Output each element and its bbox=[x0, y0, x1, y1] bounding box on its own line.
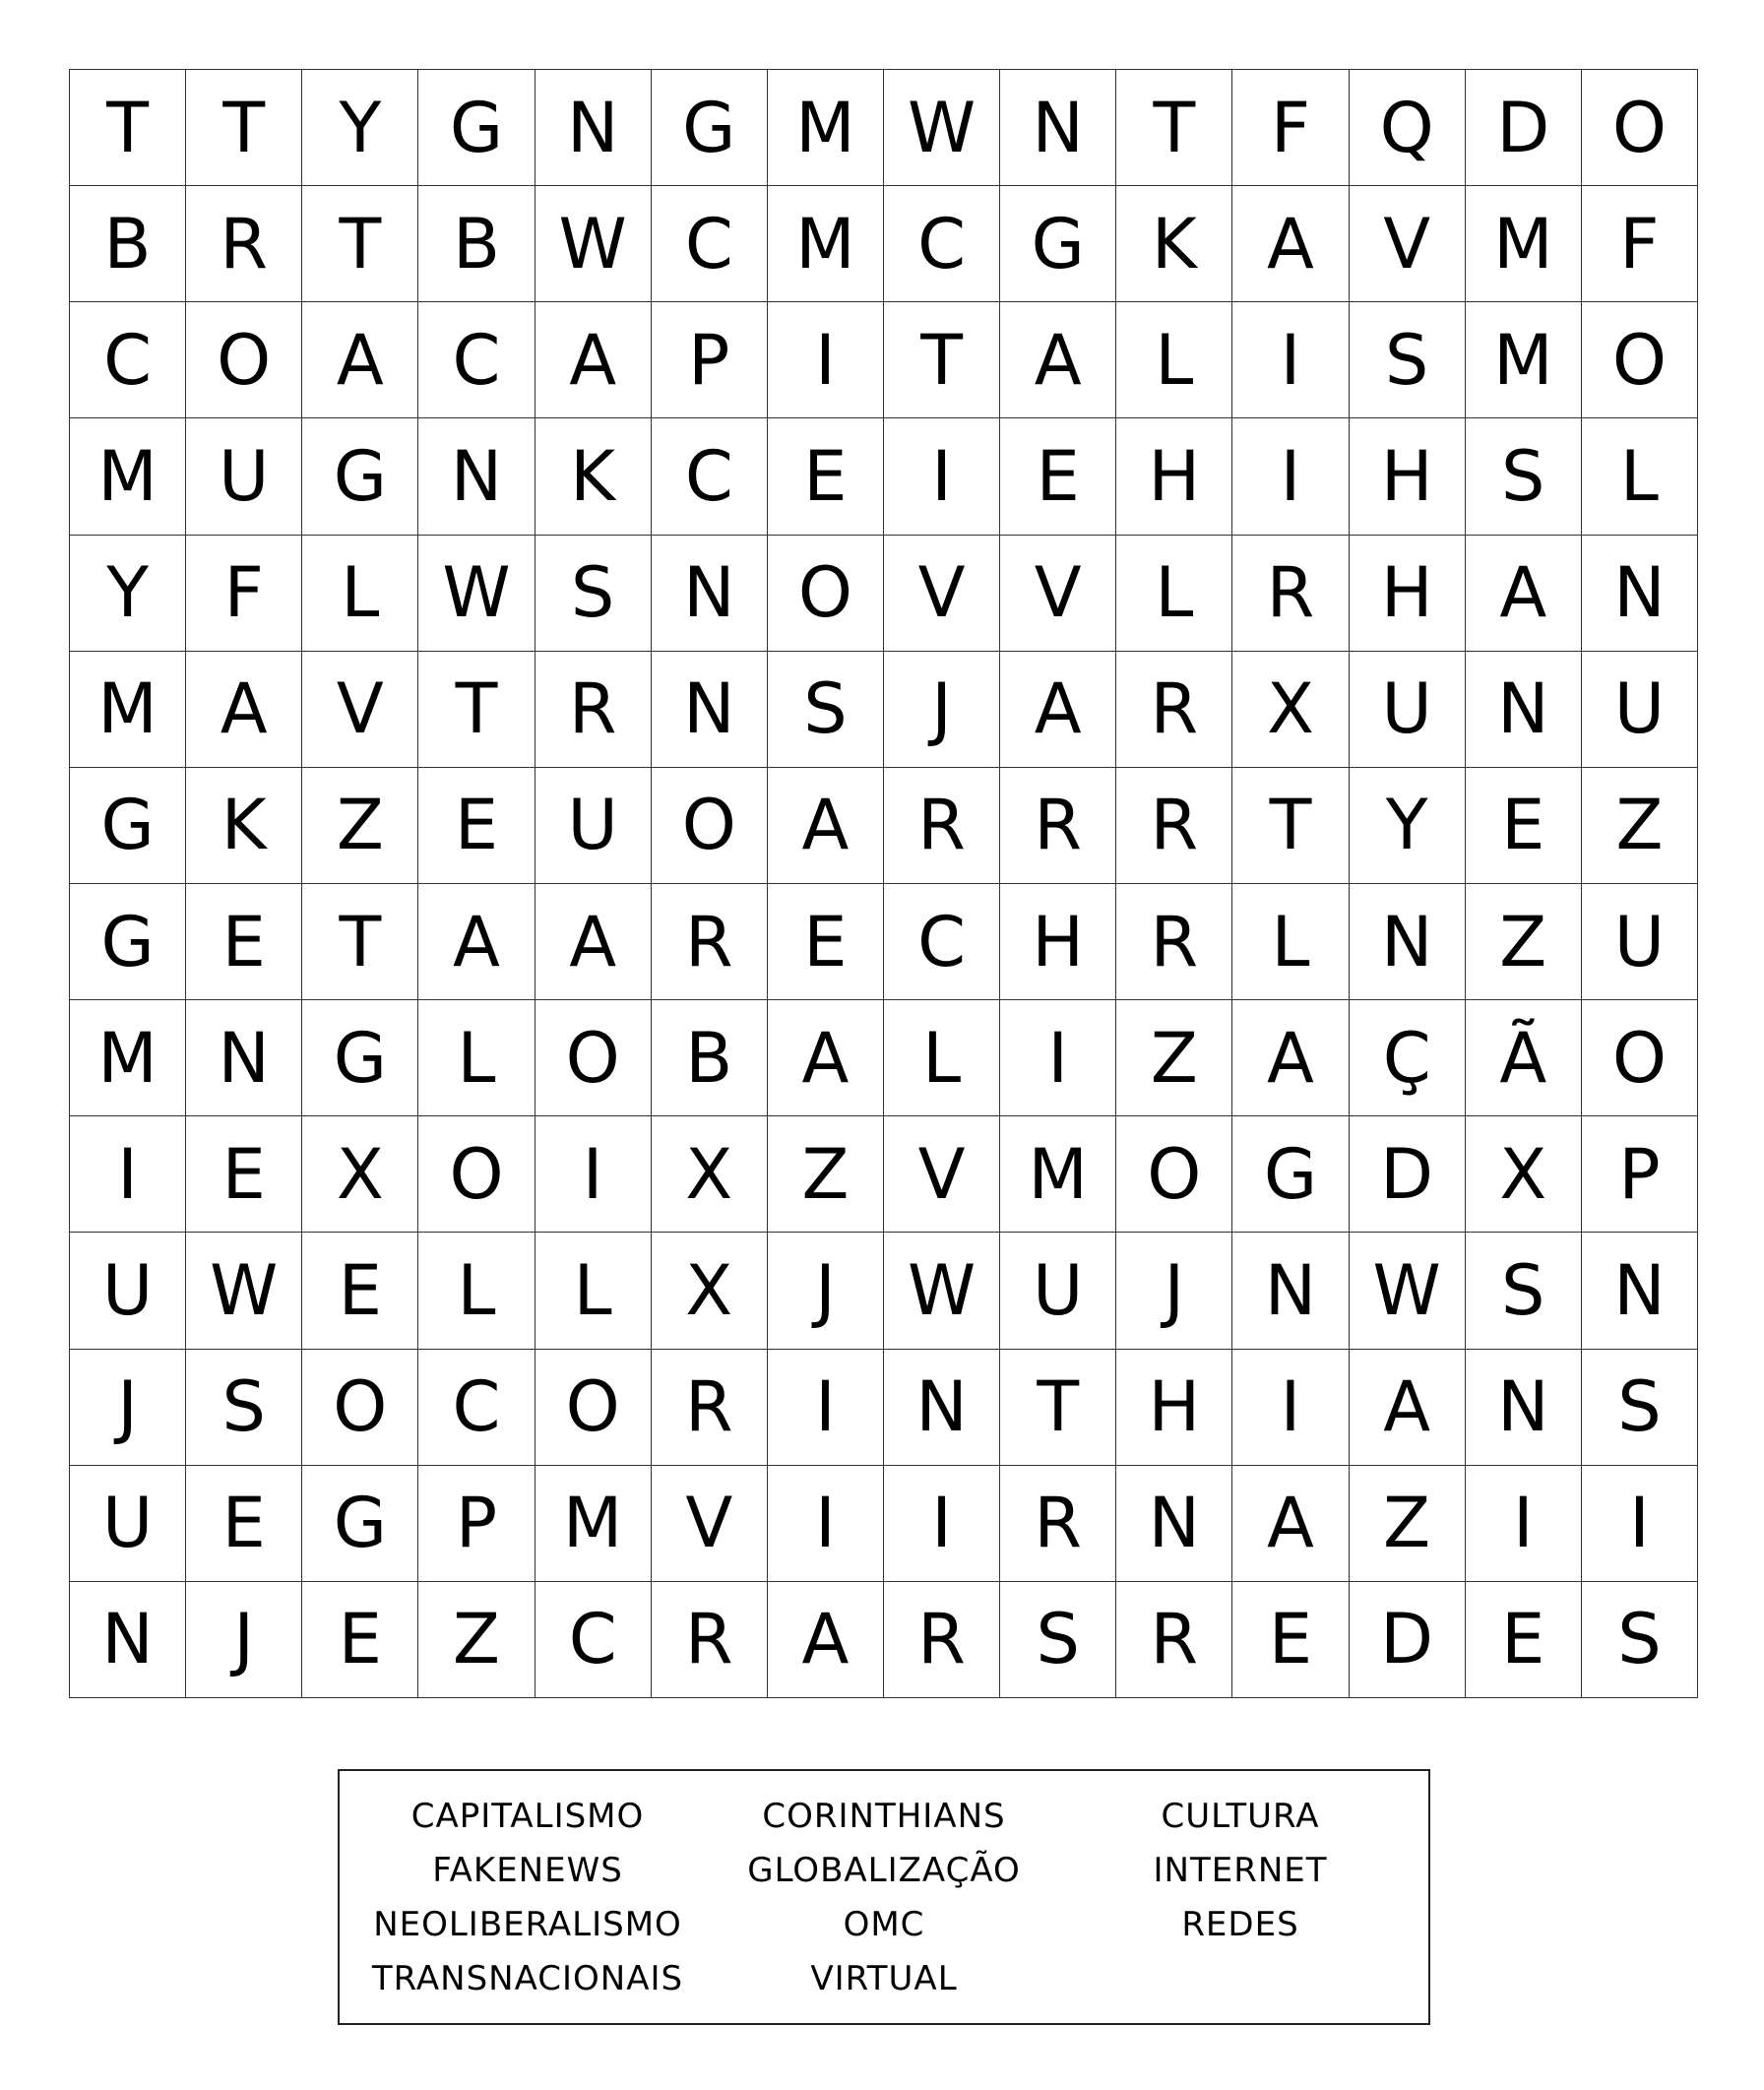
grid-cell[interactable]: E bbox=[1000, 418, 1116, 535]
grid-cell[interactable]: N bbox=[1582, 1233, 1698, 1349]
grid-cell[interactable]: H bbox=[1350, 536, 1466, 652]
grid-cell[interactable]: I bbox=[884, 1466, 1000, 1582]
word-bank-item: CULTURA bbox=[1161, 1796, 1320, 1836]
grid-cell[interactable]: R bbox=[1116, 1582, 1232, 1698]
grid-cell[interactable]: Y bbox=[70, 536, 186, 652]
grid-cell[interactable]: R bbox=[1000, 1466, 1116, 1582]
grid-cell[interactable]: I bbox=[1232, 302, 1349, 418]
grid-cell[interactable]: A bbox=[536, 884, 652, 1000]
grid-cell[interactable]: E bbox=[1466, 1582, 1582, 1698]
grid-cell[interactable]: L bbox=[884, 1000, 1000, 1116]
grid-cell[interactable]: Y bbox=[302, 70, 418, 186]
grid-cell[interactable]: U bbox=[536, 768, 652, 884]
grid-cell[interactable]: L bbox=[302, 536, 418, 652]
grid-cell[interactable]: A bbox=[1000, 302, 1116, 418]
word-bank-item: INTERNET bbox=[1153, 1850, 1328, 1890]
grid-cell[interactable]: H bbox=[1116, 1350, 1232, 1466]
grid-cell[interactable]: S bbox=[1466, 1233, 1582, 1349]
grid-cell[interactable]: X bbox=[652, 1233, 768, 1349]
grid-cell[interactable]: E bbox=[1466, 768, 1582, 884]
grid-cell[interactable]: T bbox=[302, 884, 418, 1000]
grid-cell[interactable]: O bbox=[1582, 1000, 1698, 1116]
grid-cell[interactable]: N bbox=[418, 418, 535, 535]
grid-cell[interactable]: W bbox=[186, 1233, 302, 1349]
grid-cell[interactable]: K bbox=[186, 768, 302, 884]
grid-cell[interactable]: J bbox=[884, 652, 1000, 768]
grid-cell[interactable]: A bbox=[1232, 186, 1349, 302]
grid-cell[interactable]: H bbox=[1000, 884, 1116, 1000]
grid-cell[interactable]: E bbox=[186, 1466, 302, 1582]
grid-cell[interactable]: J bbox=[1116, 1233, 1232, 1349]
grid-cell[interactable]: V bbox=[884, 536, 1000, 652]
grid-cell[interactable]: R bbox=[1232, 536, 1349, 652]
grid-cell[interactable]: L bbox=[1116, 302, 1232, 418]
grid-cell[interactable]: G bbox=[302, 1000, 418, 1116]
grid-cell[interactable]: A bbox=[1232, 1466, 1349, 1582]
grid-cell[interactable]: T bbox=[418, 652, 535, 768]
grid-cell[interactable]: N bbox=[536, 70, 652, 186]
grid-cell[interactable]: M bbox=[70, 418, 186, 535]
grid-cell[interactable]: N bbox=[1582, 536, 1698, 652]
grid-cell[interactable]: R bbox=[1116, 884, 1232, 1000]
grid-cell[interactable]: W bbox=[536, 186, 652, 302]
grid-cell[interactable]: C bbox=[536, 1582, 652, 1698]
grid-cell[interactable]: R bbox=[652, 1350, 768, 1466]
grid-cell[interactable]: N bbox=[1000, 70, 1116, 186]
grid-cell[interactable]: P bbox=[652, 302, 768, 418]
grid-cell[interactable]: B bbox=[70, 186, 186, 302]
grid-cell[interactable]: O bbox=[652, 768, 768, 884]
grid-cell[interactable]: F bbox=[186, 536, 302, 652]
grid-cell[interactable]: T bbox=[1232, 768, 1349, 884]
grid-cell[interactable]: E bbox=[302, 1582, 418, 1698]
word-bank-item: OMC bbox=[843, 1904, 925, 1944]
grid-cell[interactable]: T bbox=[1116, 70, 1232, 186]
grid-cell[interactable]: H bbox=[1350, 418, 1466, 535]
grid-cell[interactable]: Y bbox=[1350, 768, 1466, 884]
grid-cell[interactable]: M bbox=[1466, 302, 1582, 418]
grid-cell[interactable]: E bbox=[768, 418, 884, 535]
grid-cell[interactable]: N bbox=[1116, 1466, 1232, 1582]
grid-cell[interactable]: T bbox=[186, 70, 302, 186]
grid-cell[interactable]: N bbox=[1466, 1350, 1582, 1466]
grid-cell[interactable]: O bbox=[418, 1116, 535, 1233]
grid-cell[interactable]: G bbox=[418, 70, 535, 186]
grid-cell[interactable]: P bbox=[1582, 1116, 1698, 1233]
grid-cell[interactable]: Ã bbox=[1466, 1000, 1582, 1116]
grid-cell[interactable]: M bbox=[536, 1466, 652, 1582]
grid-cell[interactable]: R bbox=[1116, 652, 1232, 768]
grid-cell[interactable]: R bbox=[536, 652, 652, 768]
grid-cell[interactable]: X bbox=[1466, 1116, 1582, 1233]
grid-cell[interactable]: I bbox=[70, 1116, 186, 1233]
grid-cell[interactable]: W bbox=[1350, 1233, 1466, 1349]
grid-cell[interactable]: I bbox=[1582, 1466, 1698, 1582]
grid-cell[interactable]: B bbox=[652, 1000, 768, 1116]
grid-cell[interactable]: I bbox=[1466, 1466, 1582, 1582]
grid-cell[interactable]: I bbox=[1000, 1000, 1116, 1116]
grid-cell[interactable]: R bbox=[884, 768, 1000, 884]
grid-cell[interactable]: W bbox=[884, 1233, 1000, 1349]
grid-cell[interactable]: E bbox=[302, 1233, 418, 1349]
grid-cell[interactable]: A bbox=[768, 768, 884, 884]
grid-cell[interactable]: S bbox=[536, 536, 652, 652]
grid-cell[interactable]: J bbox=[70, 1350, 186, 1466]
grid-cell[interactable]: D bbox=[1466, 70, 1582, 186]
grid-cell[interactable]: K bbox=[1116, 186, 1232, 302]
grid-cell[interactable]: L bbox=[1232, 884, 1349, 1000]
grid-cell[interactable]: U bbox=[1000, 1233, 1116, 1349]
grid-cell[interactable]: Z bbox=[1350, 1466, 1466, 1582]
grid-cell[interactable]: A bbox=[768, 1000, 884, 1116]
grid-cell[interactable]: R bbox=[1000, 768, 1116, 884]
grid-cell[interactable]: R bbox=[186, 186, 302, 302]
grid-cell[interactable]: I bbox=[768, 1350, 884, 1466]
grid-cell[interactable]: G bbox=[70, 884, 186, 1000]
grid-cell[interactable]: O bbox=[1582, 70, 1698, 186]
grid-cell[interactable]: Z bbox=[1582, 768, 1698, 884]
grid-cell[interactable]: Z bbox=[302, 768, 418, 884]
grid-cell[interactable]: V bbox=[884, 1116, 1000, 1233]
grid-cell[interactable]: O bbox=[768, 536, 884, 652]
grid-cell[interactable]: S bbox=[1466, 418, 1582, 535]
grid-cell[interactable]: N bbox=[884, 1350, 1000, 1466]
grid-cell[interactable]: M bbox=[70, 1000, 186, 1116]
grid-cell[interactable]: O bbox=[536, 1350, 652, 1466]
grid-cell[interactable]: C bbox=[70, 302, 186, 418]
grid-cell[interactable]: S bbox=[1582, 1582, 1698, 1698]
grid-cell[interactable]: Z bbox=[1466, 884, 1582, 1000]
grid-cell[interactable]: C bbox=[884, 884, 1000, 1000]
grid-cell[interactable]: V bbox=[652, 1466, 768, 1582]
grid-cell[interactable]: A bbox=[186, 652, 302, 768]
grid-cell[interactable]: A bbox=[418, 884, 535, 1000]
grid-cell[interactable]: R bbox=[1116, 768, 1232, 884]
grid-cell[interactable]: G bbox=[70, 768, 186, 884]
grid-cell[interactable]: P bbox=[418, 1466, 535, 1582]
grid-cell[interactable]: I bbox=[768, 1466, 884, 1582]
grid-cell[interactable]: D bbox=[1350, 1116, 1466, 1233]
word-bank-item: VIRTUAL bbox=[810, 1958, 958, 1998]
grid-cell[interactable]: A bbox=[1232, 1000, 1349, 1116]
grid-cell[interactable]: O bbox=[1116, 1116, 1232, 1233]
grid-cell[interactable]: L bbox=[418, 1000, 535, 1116]
grid-cell[interactable]: V bbox=[1000, 536, 1116, 652]
grid-cell[interactable]: F bbox=[1232, 70, 1349, 186]
word-bank-item: CORINTHIANS bbox=[762, 1796, 1006, 1836]
grid-cell[interactable]: A bbox=[536, 302, 652, 418]
grid-cell[interactable]: U bbox=[1350, 652, 1466, 768]
grid-cell[interactable]: W bbox=[884, 70, 1000, 186]
grid-cell[interactable]: K bbox=[536, 418, 652, 535]
grid-cell[interactable]: O bbox=[536, 1000, 652, 1116]
grid-cell[interactable]: S bbox=[186, 1350, 302, 1466]
word-bank-item: REDES bbox=[1181, 1904, 1299, 1944]
grid-cell[interactable]: E bbox=[418, 768, 535, 884]
grid-cell[interactable]: W bbox=[418, 536, 535, 652]
grid-cell[interactable]: M bbox=[1000, 1116, 1116, 1233]
grid-cell[interactable]: A bbox=[1000, 652, 1116, 768]
grid-cell[interactable]: U bbox=[1582, 652, 1698, 768]
grid-cell[interactable]: S bbox=[1000, 1582, 1116, 1698]
grid-cell[interactable]: Z bbox=[768, 1116, 884, 1233]
word-bank bbox=[338, 1769, 1430, 2025]
grid-cell[interactable]: O bbox=[186, 302, 302, 418]
grid-cell[interactable]: G bbox=[302, 418, 418, 535]
grid-cell[interactable]: F bbox=[1582, 186, 1698, 302]
grid-cell[interactable]: C bbox=[418, 302, 535, 418]
grid-cell[interactable]: T bbox=[1000, 1350, 1116, 1466]
grid-cell[interactable]: A bbox=[1466, 536, 1582, 652]
grid-cell[interactable]: H bbox=[1116, 418, 1232, 535]
grid-cell[interactable]: I bbox=[536, 1116, 652, 1233]
grid-cell[interactable]: E bbox=[1232, 1582, 1349, 1698]
grid-cell[interactable]: I bbox=[1232, 418, 1349, 535]
grid-cell[interactable]: N bbox=[1350, 884, 1466, 1000]
grid-cell[interactable]: Ç bbox=[1350, 1000, 1466, 1116]
grid-cell[interactable]: I bbox=[1232, 1350, 1349, 1466]
grid-cell[interactable]: A bbox=[768, 1582, 884, 1698]
grid-cell[interactable]: N bbox=[1232, 1233, 1349, 1349]
grid-cell[interactable]: G bbox=[1000, 186, 1116, 302]
grid-cell[interactable]: U bbox=[70, 1466, 186, 1582]
grid-cell[interactable]: I bbox=[884, 418, 1000, 535]
grid-cell[interactable]: X bbox=[1232, 652, 1349, 768]
word-bank-item: TRANSNACIONAIS bbox=[371, 1958, 684, 1998]
word-bank-item: GLOBALIZAÇÃO bbox=[747, 1850, 1021, 1890]
grid-cell[interactable]: A bbox=[302, 302, 418, 418]
grid-cell[interactable]: A bbox=[1350, 1350, 1466, 1466]
grid-cell[interactable]: T bbox=[884, 302, 1000, 418]
grid-cell[interactable]: C bbox=[652, 186, 768, 302]
grid-cell[interactable]: O bbox=[1582, 302, 1698, 418]
grid-cell[interactable]: V bbox=[1350, 186, 1466, 302]
grid-cell[interactable]: S bbox=[768, 652, 884, 768]
grid-cell[interactable]: Z bbox=[418, 1582, 535, 1698]
grid-cell[interactable]: R bbox=[652, 1582, 768, 1698]
grid-cell[interactable]: E bbox=[186, 1116, 302, 1233]
grid-cell[interactable]: G bbox=[1232, 1116, 1349, 1233]
grid-cell[interactable]: M bbox=[70, 652, 186, 768]
grid-cell[interactable]: N bbox=[186, 1000, 302, 1116]
grid-cell[interactable]: L bbox=[418, 1233, 535, 1349]
grid-cell[interactable]: S bbox=[1582, 1350, 1698, 1466]
grid-cell[interactable]: U bbox=[70, 1233, 186, 1349]
grid-cell[interactable]: C bbox=[884, 186, 1000, 302]
grid-cell[interactable]: I bbox=[768, 302, 884, 418]
grid-cell[interactable]: M bbox=[768, 70, 884, 186]
grid-cell[interactable]: L bbox=[536, 1233, 652, 1349]
grid-cell[interactable]: X bbox=[652, 1116, 768, 1233]
grid-cell[interactable]: T bbox=[70, 70, 186, 186]
grid-cell[interactable]: G bbox=[652, 70, 768, 186]
grid-cell[interactable]: E bbox=[768, 884, 884, 1000]
grid-cell[interactable]: B bbox=[418, 186, 535, 302]
grid-cell[interactable]: M bbox=[1466, 186, 1582, 302]
grid-cell[interactable]: N bbox=[652, 652, 768, 768]
grid-cell[interactable]: L bbox=[1116, 536, 1232, 652]
grid-cell[interactable]: G bbox=[302, 1466, 418, 1582]
grid-cell[interactable]: J bbox=[768, 1233, 884, 1349]
grid-cell[interactable]: S bbox=[1350, 302, 1466, 418]
grid-cell[interactable]: T bbox=[302, 186, 418, 302]
grid-cell[interactable]: R bbox=[652, 884, 768, 1000]
grid-cell[interactable]: D bbox=[1350, 1582, 1466, 1698]
grid-cell[interactable]: C bbox=[418, 1350, 535, 1466]
grid-cell[interactable]: E bbox=[186, 884, 302, 1000]
grid-cell[interactable]: N bbox=[652, 536, 768, 652]
grid-cell[interactable]: N bbox=[70, 1582, 186, 1698]
grid-cell[interactable]: R bbox=[884, 1582, 1000, 1698]
grid-cell[interactable]: J bbox=[186, 1582, 302, 1698]
word-bank-item: FAKENEWS bbox=[432, 1850, 623, 1890]
grid-cell[interactable]: U bbox=[1582, 884, 1698, 1000]
grid-cell[interactable]: X bbox=[302, 1116, 418, 1233]
grid-cell[interactable]: M bbox=[768, 186, 884, 302]
grid-cell[interactable]: C bbox=[652, 418, 768, 535]
letter-grid bbox=[69, 69, 1698, 1698]
word-bank-item: CAPITALISMO bbox=[410, 1796, 645, 1836]
grid-cell[interactable]: V bbox=[302, 652, 418, 768]
word-bank-item: NEOLIBERALISMO bbox=[373, 1904, 682, 1944]
grid-cell[interactable]: Q bbox=[1350, 70, 1466, 186]
grid-cell[interactable]: O bbox=[302, 1350, 418, 1466]
grid-cell[interactable]: U bbox=[186, 418, 302, 535]
grid-cell[interactable]: Z bbox=[1116, 1000, 1232, 1116]
grid-cell[interactable]: L bbox=[1582, 418, 1698, 535]
grid-cell[interactable]: N bbox=[1466, 652, 1582, 768]
